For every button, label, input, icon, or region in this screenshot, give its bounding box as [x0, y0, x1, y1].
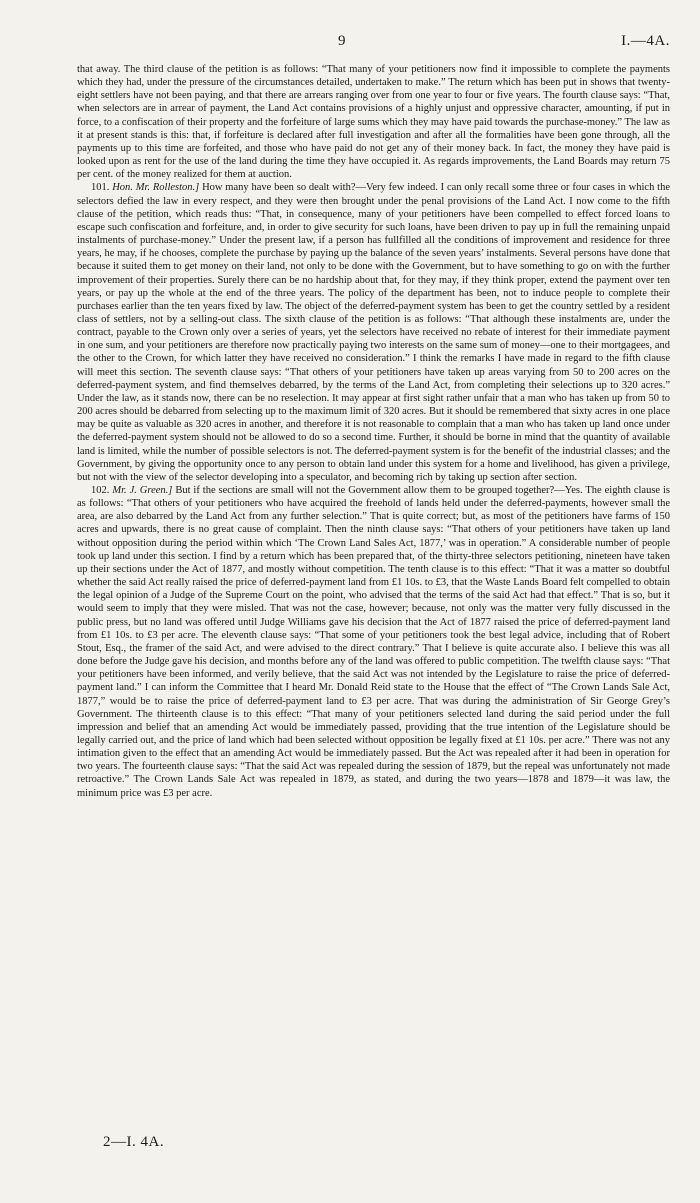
page-header [0, 33, 700, 51]
page-number: 9 [338, 33, 346, 49]
question-number: 101. [91, 182, 110, 194]
paragraph-continuation [77, 63, 670, 181]
paper-reference: I.—4A. [621, 33, 670, 49]
paragraph-text: But if the sections are small will not the Government allow them to be grouped together?—Yes. The eighth clause is as follows: “That others of your petitioners who have acquired the freehold of lands held under the deferred-payments, however small the area, are also debarred by the Land Act from any further selection.” That is quite correct; but, as most of the petitioners have farms of 150 acres and upwards, there is no great cause of complaint. Then the ninth clause says: “That others of your petitioners have taken up land without opposition during the period within which ‘The Crown Land Sales Act, 1877,’ was in operation.” A considerable number of people took up land under this section. I find by a return which has been prepared that, of the thirty-three selectors petitioning, nineteen have taken up their sections under the Act of 1877, and mostly without competition. The tenth clause is to this effect: “That it was a matter so doubtful whether the said Act really raised the price of deferred-payment land from £1 10s. to £3, that the Waste Lands Board felt compelled to obtain the legal opinion of a Judge of the Supreme Court on the point, who advised that the terms of the said Act had that effect.” That is so, but it would seem to imply that they were misled. That was not the case, however; because, not only was the matter very fully discussed in the public press, but no land was offered until Judge Williams gave his decision that the Act of 1877 raised the price of deferred-payment land from £1 10s. to £3 per acre. The eleventh clause says: “That some of your petitioners took the best legal advice, including that of Robert Stout, Esq., the framer of the said Act, and were advised to the direct contrary.” That I believe is quite accurate also. I believe this was all done before the Judge gave his decision, and months before any of the land was offered to public competition. The twelfth clause says: “That your petitioners have been informed, and verily believe, that the said Act was not intended by the Legislature to raise the price of deferred-payment land.” I can inform the Committee that I heard Mr. Donald Reid state to the House that the effect of “The Crown Lands Sale Act, 1877,” would be to raise the price of deferred-payment land to £3 per acre. That was during the administration of Sir George Grey’s Government. The thirteenth clause is to this effect: “That many of your petitioners selected land during the said period under the full impression and belief that an amending Act would be immediately passed, providing that the true intention of the Legislature should be legally carried out, and the price of land which had been selected without opposition be legally fixed at £1 10s. per acre.” There was not any intimation given to the effect that an amending Act would be immediately passed. But the Act was repealed after it had been in operation for two years. The fourteenth clause says: “That the said Act was repealed during the session of 1879, but the repeal was unfortunately not made retroactive.” The Crown Lands Sale Act was repealed in 1879, as stated, and during the two years—1878 and 1879—it was law, the minimum price was £3 per acre. [77, 485, 671, 799]
signature-mark: 2—I. 4A. [103, 1134, 165, 1150]
paragraph-text: that away. The third clause of the petition is as follows: “That many of your petitioners now find it impossible to complete the payments which they had, under the pressure of the circumstances detailed, undertaken to make.” The return which has been put in shows that twenty-eight settlers have not been paying, and that there are arrears ranging over from one year to four or five years. The fourth clause says: “That, when selectors are in arrear of payment, the Land Act contains provisions of a highly unjust and oppressive character, amounting, if put in force, to a confiscation of their property and the forfeiture of large sums which they may have paid towards the purchase-money.” The law as it at present stands is this: that, if forfeiture is declared after full investigation and after all the formalities have been gone through, all the payments up to this time are forfeited, and those who have paid do not get any of their money back. In fact, the money they have paid is looked upon as rent for the use of the land during the time they have occupied it. As regards improvements, the Land Boards may return 75 per cent. of the money realized for them at auction. [77, 64, 670, 181]
question-number: 102. [91, 485, 110, 496]
speaker-name: Mr. J. Green.] [112, 485, 173, 496]
paragraph-101 [77, 181, 670, 484]
body-text [77, 63, 670, 800]
speaker-name: Hon. Mr. Rolleston.] [112, 182, 200, 194]
paragraph-text: How many have been so dealt with?—Very few indeed. I can only recall some three or four cases in which the selectors defied the law in every respect, and they were then brought under the penal provisions of the Land Act. I now come to the fifth clause of the petition, which reads thus: “That, in consequence, many of your petitioners have been compelled to effect forced loans to escape such confiscation and forfeiture, and, in order to give security for such loans, have been driven to pay up in full the remaining unpaid instalments of purchase-money.” Under the present law, if a person has fullfilled all the conditions of improvement and residence for three years, he may, if he chooses, complete the purchase by paying up the balance of the seven years’ instalments. Several persons have done that because it suited them to get money on their land, not only to be done with the Government, but to have something to go on with the further improvement of their properties. Surely there can be no hardship about that, for they may, if they think proper, extend the payment over ten years, or pay up the whole at the end of the three years. The policy of the department has been, not to induce people to complete their purchases earlier than the ten years fixed by law. The object of the deferred-payment system has been to get the country settled by a resident class of settlers, not by a selling-out class. The sixth clause of the petition is as follows: “That although these instalments are, under the contract, payable to the Crown only over a series of years, yet the selectors have received no rebate of interest for their immediate payment in one sum, and your petitioners are therefore now practically paying two interests on the same sum of money—one to their mortgagees, and the other to the Crown, for which latter they have received no consideration.” I think the remarks I have made in regard to the fifth clause will meet this section. The seventh clause says: “That others of your petitioners have taken up areas varying from 50 to 200 acres on the deferred-payment system, and find themselves debarred, by the terms of the Land Act, from completing their selections up to 320 acres.” Under the law, as it stands now, there can be no reselection. It may appear at first sight rather unfair that a man who has taken up from 50 to 200 acres should be debarred from selecting up to the maximum limit of 320 acres. But it should be remembered that sixty acres in one place may be quite as valuable as 320 acres in another, and therefore it is not reasonable to complain that a man who has taken up land once under the deferred-payment system should not be allowed to do so a second time. Further, it should be borne in mind that the quantity of available land is limited, while the number of possible selectors is not. The deferred-payment system is for the benefit of the industrial classes; and the Government, by giving the opportunity once to any person to obtain land under this system for a home and livelihood, has given a privilege, but not with the view of the selector developing into a speculator, and becoming rich by taking up section after section. [77, 182, 670, 483]
paragraph-102 [77, 484, 670, 800]
